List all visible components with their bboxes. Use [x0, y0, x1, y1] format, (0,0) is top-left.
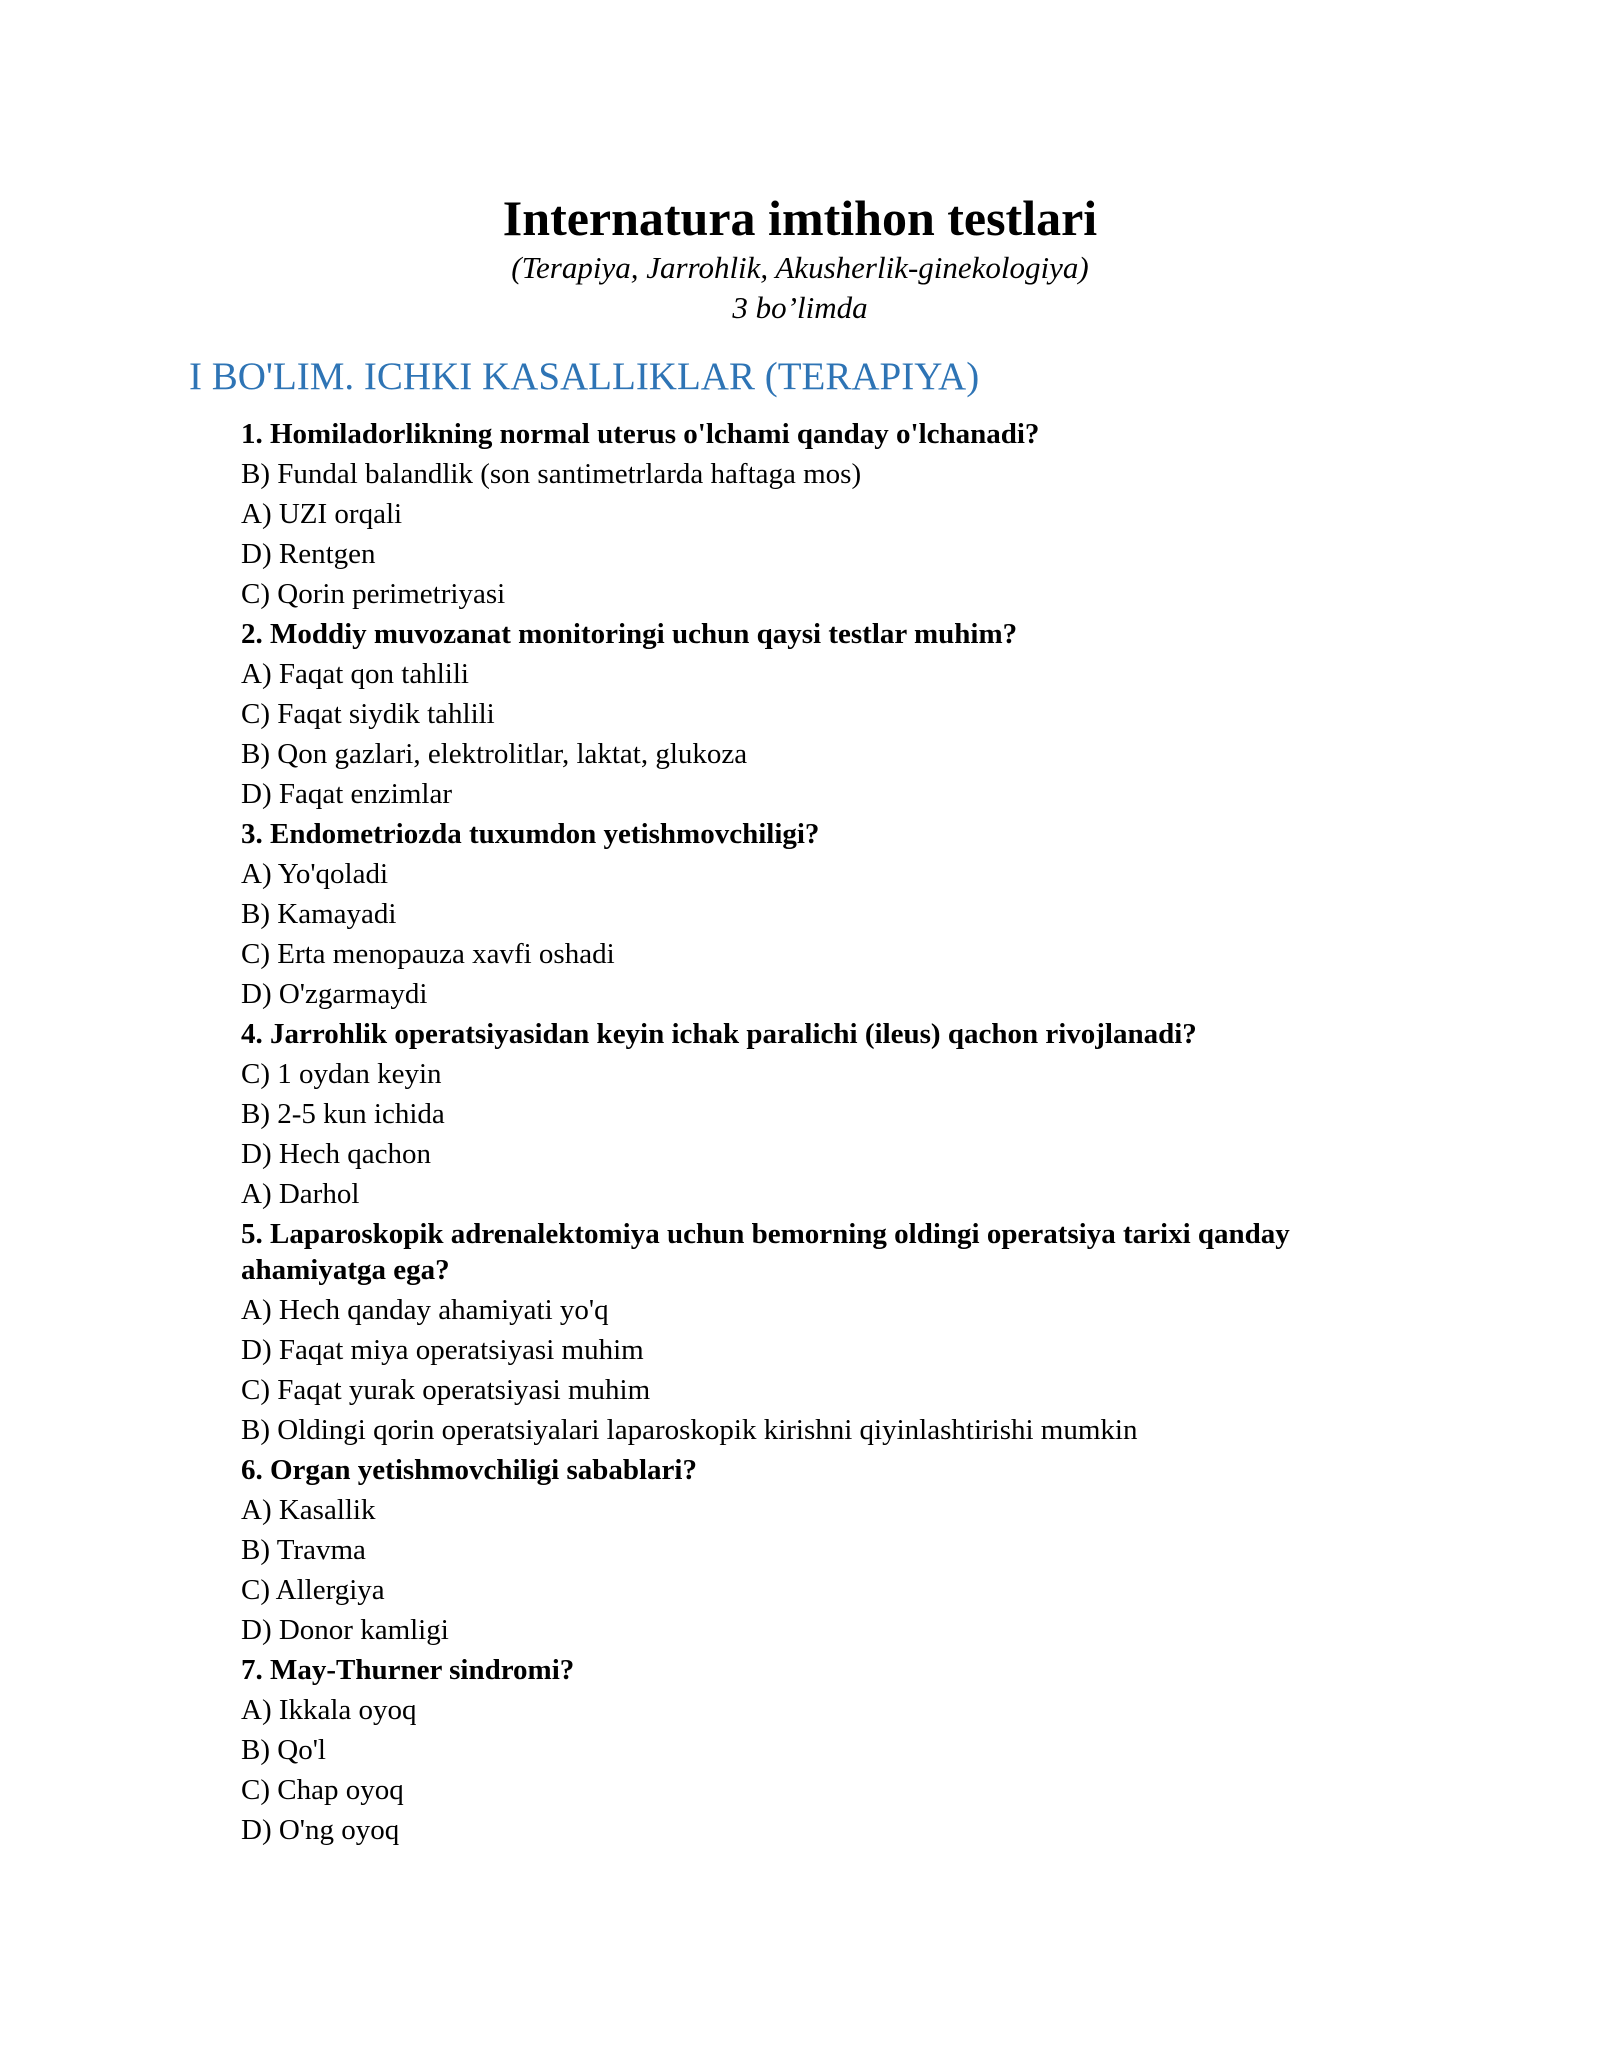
- question-text: 7. May-Thurner sindromi?: [241, 1654, 575, 1686]
- question-item: [241, 814, 1421, 1014]
- document-parts-note: 3 bo’limda: [732, 290, 868, 325]
- question-item: [241, 414, 1421, 614]
- question-item: [241, 614, 1421, 814]
- question-text: 3. Endometriozda tuxumdon yetishmovchiligi?: [241, 818, 820, 850]
- answer-option: A) UZI orqali: [241, 498, 403, 530]
- question-text: 6. Organ yetishmovchiligi sabablari?: [241, 1454, 697, 1486]
- question-item: [241, 1014, 1421, 1214]
- answer-option: D) O'zgarmaydi: [241, 978, 428, 1010]
- question-item: [241, 1650, 1421, 1850]
- answer-option: C) Chap oyoq: [241, 1774, 404, 1806]
- answer-option: C) Qorin perimetriyasi: [241, 578, 506, 610]
- answer-option: B) 2-5 kun ichida: [241, 1098, 445, 1130]
- answer-option: C) Faqat siydik tahlili: [241, 698, 495, 730]
- question-text: 5. Laparoskopik adrenalektomiya uchun bemorning oldingi operatsiya tarixi qanday ahamiyatga ega?: [241, 1218, 1290, 1286]
- question-text: 1. Homiladorlikning normal uterus o'lchami qanday o'lchanadi?: [241, 418, 1040, 450]
- document-subtitle: (Terapiya, Jarrohlik, Akusherlik-ginekologiya): [511, 250, 1089, 285]
- answer-option: A) Faqat qon tahlili: [241, 658, 469, 690]
- answer-option: C) Erta menopauza xavfi oshadi: [241, 938, 615, 970]
- question-text: 2. Moddiy muvozanat monitoringi uchun qaysi testlar muhim?: [241, 618, 1018, 650]
- answer-option: A) Yo'qoladi: [241, 858, 389, 890]
- section-heading: I BO'LIM. ICHKI KASALLIKLAR (TERAPIYA): [189, 355, 980, 398]
- answer-option: D) Faqat enzimlar: [241, 778, 452, 810]
- question-item: [241, 1214, 1421, 1450]
- answer-option: B) Oldingi qorin operatsiyalari laparoskopik kirishni qiyinlashtirishi mumkin: [241, 1414, 1138, 1446]
- answer-option: B) Kamayadi: [241, 898, 397, 930]
- answer-option: A) Kasallik: [241, 1494, 376, 1526]
- answer-option: D) Donor kamligi: [241, 1614, 449, 1646]
- answer-option: D) Rentgen: [241, 538, 376, 570]
- answer-option: C) Allergiya: [241, 1574, 385, 1606]
- answer-option: C) Faqat yurak operatsiyasi muhim: [241, 1374, 651, 1406]
- answer-option: D) O'ng oyoq: [241, 1814, 400, 1846]
- answer-option: C) 1 oydan keyin: [241, 1058, 442, 1090]
- answer-option: B) Travma: [241, 1534, 366, 1566]
- answer-option: D) Faqat miya operatsiyasi muhim: [241, 1334, 644, 1366]
- answer-option: B) Qon gazlari, elektrolitlar, laktat, glukoza: [241, 738, 748, 770]
- document-title: Internatura imtihon testlari: [502, 190, 1098, 246]
- question-list: [241, 414, 1421, 1850]
- answer-option: A) Hech qanday ahamiyati yo'q: [241, 1294, 609, 1326]
- question-text: 4. Jarrohlik operatsiyasidan keyin ichak paralichi (ileus) qachon rivojlanadi?: [241, 1018, 1197, 1050]
- answer-option: A) Ikkala oyoq: [241, 1694, 417, 1726]
- answer-option: B) Qo'l: [241, 1734, 326, 1766]
- question-item: [241, 1450, 1421, 1650]
- answer-option: B) Fundal balandlik (son santimetrlarda haftaga mos): [241, 458, 862, 490]
- answer-option: D) Hech qachon: [241, 1138, 432, 1170]
- answer-option: A) Darhol: [241, 1178, 360, 1210]
